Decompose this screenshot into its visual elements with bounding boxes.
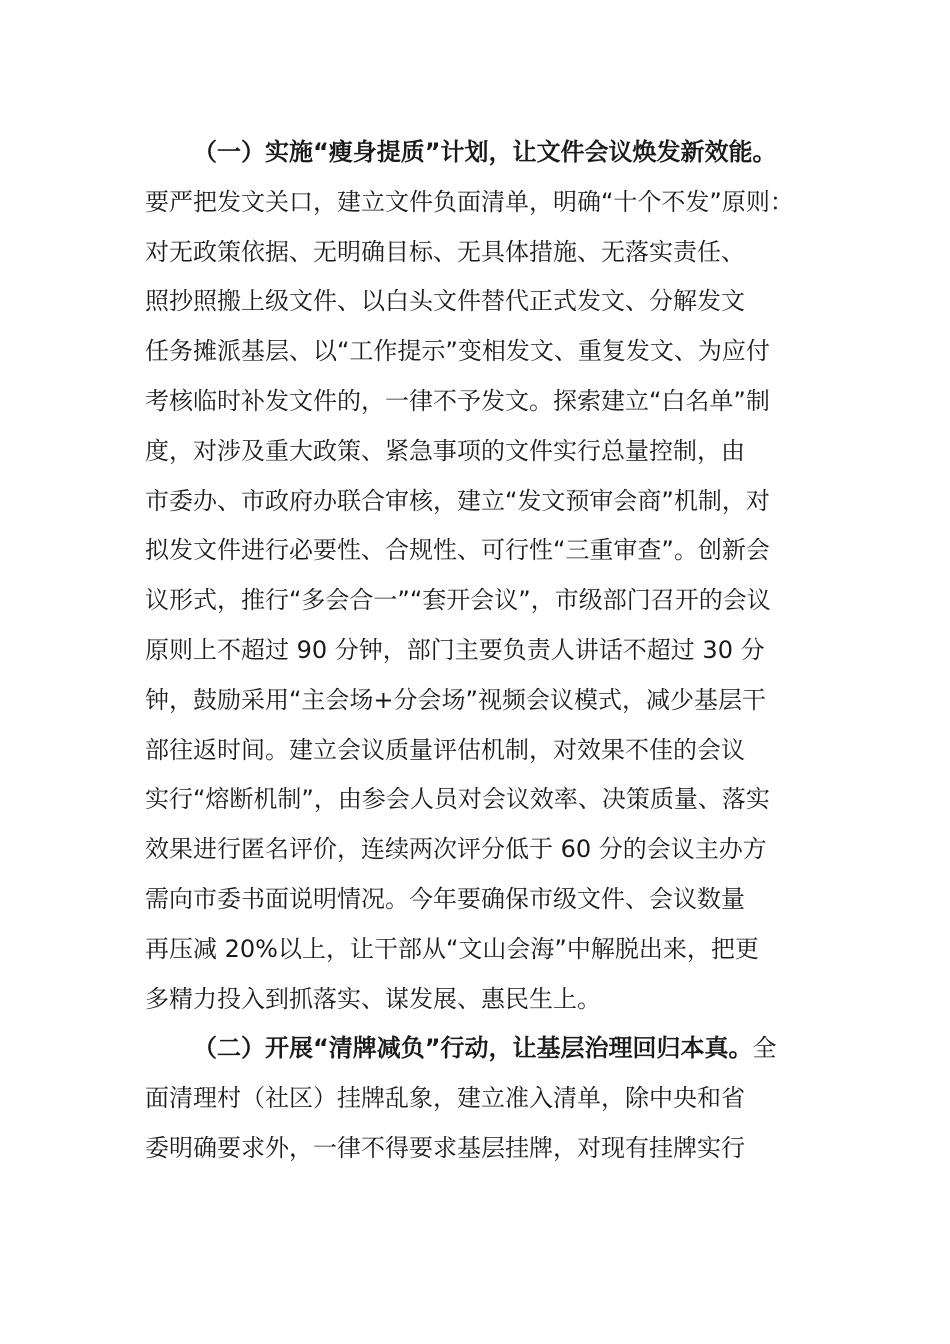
body-text-line <box>145 376 770 426</box>
paragraph-heading-line <box>193 1023 777 1073</box>
text-run: 效果进行匿名评价，连续两次评分低于 60 分的会议主办方 <box>145 835 767 864</box>
body-text-line <box>145 1073 745 1123</box>
text-run: 要严把发文关口，建立文件负面清单，明确“十个不发”原则： <box>145 187 794 216</box>
text-run: 多精力投入到抓落实、谋发展、惠民生上。 <box>145 984 601 1013</box>
section-heading-text: （一）实施“瘦身提质”计划，让文件会议焕发新效能。 <box>193 138 777 166</box>
body-text-line <box>145 177 794 227</box>
text-run: 面清理村（社区）挂牌乱象，建立准入清单，除中央和省 <box>145 1084 745 1113</box>
body-text-line <box>145 774 770 824</box>
text-run: 实行“熔断机制”，由参会人员对会议效率、决策质量、落实 <box>145 785 770 814</box>
body-text-line <box>145 625 765 675</box>
body-text-line <box>145 824 767 874</box>
body-text-line <box>145 675 766 725</box>
text-run: 部往返时间。建立会议质量评估机制，对效果不佳的会议 <box>145 735 745 764</box>
text-run: 全 <box>752 1034 777 1063</box>
body-text-line <box>145 525 770 575</box>
body-text-line <box>145 725 745 775</box>
body-text-line <box>145 426 745 476</box>
body-text-line <box>145 227 745 277</box>
text-run: 拟发文件进行必要性、合规性、可行性“三重审查”。创新会 <box>145 536 770 565</box>
text-run: 需向市委书面说明情况。今年要确保市级文件、会议数量 <box>145 885 745 913</box>
text-run: 度，对涉及重大政策、紧急事项的文件实行总量控制，由 <box>145 436 745 465</box>
body-text-line <box>145 276 745 326</box>
body-text-line <box>145 924 759 974</box>
body-text-line <box>145 575 771 625</box>
text-run: 委明确要求外，一律不得要求基层挂牌，对现有挂牌实行 <box>145 1134 745 1162</box>
text-run: 任务摊派基层、以“工作提示”变相发文、重复发文、为应付 <box>145 337 770 366</box>
body-text-line <box>145 874 745 924</box>
text-run: 议形式，推行“多会合一”“套开会议”，市级部门召开的会议 <box>145 586 771 615</box>
body-text-line <box>145 476 770 526</box>
text-run: 再压减 20%以上，让干部从“文山会海”中解脱出来，把更 <box>145 934 759 963</box>
paragraph-heading-line <box>193 127 777 177</box>
text-run: 原则上不超过 90 分钟，部门主要负责人讲话不超过 30 分 <box>145 636 765 664</box>
body-text-line <box>145 1123 745 1173</box>
body-text-line <box>145 974 601 1024</box>
section-heading-text: （二）开展“清牌减负”行动，让基层治理回归本真。 <box>193 1034 753 1063</box>
body-text-line <box>145 326 770 376</box>
text-run: 考核临时补发文件的，一律不予发文。探索建立“白名单”制 <box>145 387 770 415</box>
text-run: 照抄照搬上级文件、以白头文件替代正式发文、分解发文 <box>145 287 745 316</box>
text-run: 钟，鼓励采用“主会场+分会场”视频会议模式，减少基层干 <box>145 685 766 714</box>
text-run: 对无政策依据、无明确目标、无具体措施、无落实责任、 <box>145 237 745 266</box>
text-run: 市委办、市政府办联合审核，建立“发文预审会商”机制，对 <box>145 486 770 515</box>
